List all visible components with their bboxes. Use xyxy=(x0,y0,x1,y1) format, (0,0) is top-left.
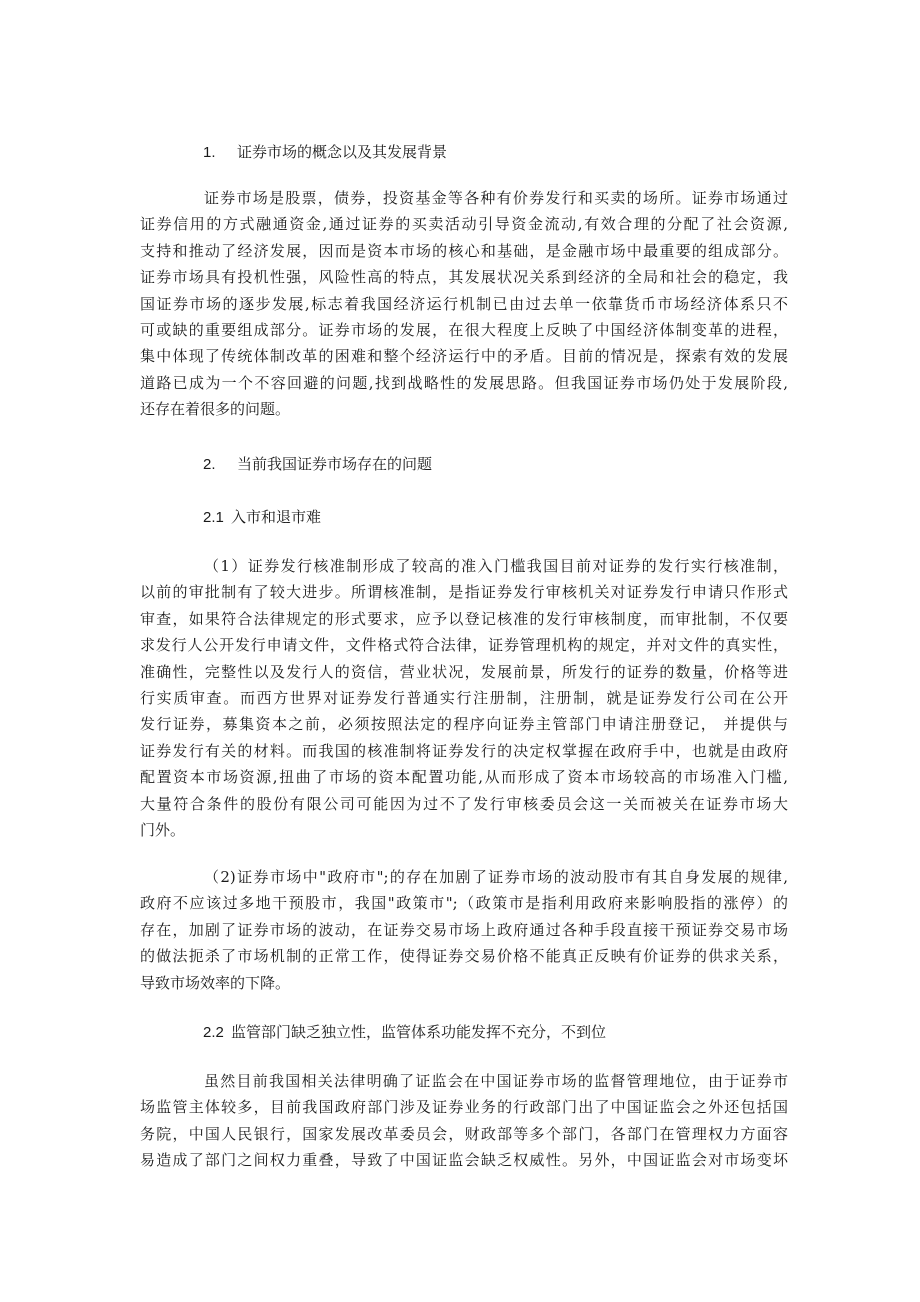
text-line: 发行证券，募集资本之前，必须按照法定的程序向证券主管部门申请注册登记， 并提供与 xyxy=(140,715,788,734)
section-2-2-paragraph xyxy=(140,1068,788,1174)
section-2-2-heading xyxy=(203,1022,606,1043)
text-line: （2)证券市场中"政府市";的存在加剧了证券市场的波动股市有其自身发展的规律, xyxy=(204,868,788,886)
text-line: 证券信用的方式融通资金,通过证券的买卖活动引导资金流动,有效合理的分配了社会资源, xyxy=(140,215,788,234)
text-line: 易造成了部门之间权力重叠，导致了中国证监会缺乏权威性。另外，中国证监会对市场变坏 xyxy=(140,1151,788,1170)
text-line: 支持和推动了经济发展，因而是资本市场的核心和基础，是金融市场中最重要的组成部分。 xyxy=(140,241,788,260)
text-line: 可或缺的重要组成部分。证券市场的发展，在很大程度上反映了中国经济体制变革的进程， xyxy=(140,320,788,339)
text-line: 审查，如果符合法律规定的形式要求，应予以登记核准的发行审核制度，而审批制，不仅要 xyxy=(140,609,788,628)
text-line: 准确性，完整性以及发行人的资信，营业状况，发展前景，所发行的证券的数量，价格等进 xyxy=(140,662,788,681)
text-line: 导致市场效率的下降。 xyxy=(140,973,291,992)
text-line: 证券市场具有投机性强，风险性高的特点，其发展状况关系到经济的全局和社会的稳定，我 xyxy=(140,268,788,287)
section-2-2-number: 2.2 xyxy=(203,1024,224,1041)
text-line: 证券发行有关的材料。而我国的核准制将证券发行的决定权掌握在政府手中，也就是由政府 xyxy=(140,741,788,760)
section-2-number: 2. xyxy=(203,456,216,473)
text-line: 存在，加剧了证券市场的波动，在证券交易市场上政府通过各种手段直接干预证券交易市场 xyxy=(140,920,788,939)
text-line: 的做法扼杀了市场机制的正常工作，使得证券交易价格不能真正反映有价证券的供求关系， xyxy=(140,947,788,966)
text-line: 场监管主体较多，目前我国政府部门涉及证券业务的行政部门出了中国证监会之外还包括国 xyxy=(140,1098,788,1117)
text-line: 集中体现了传统体制改革的困难和整个经济运行中的矛盾。目前的情况是，探索有效的发展 xyxy=(140,347,788,366)
text-line: 道路已成为一个不容回避的问题,找到战略性的发展思路。但我国证券市场仍处于发展阶段, xyxy=(140,373,788,392)
text-line: 门外。 xyxy=(140,820,186,839)
section-2-1-paragraph-1 xyxy=(140,553,788,843)
section-2-2-title: 监管部门缺乏独立性，监管体系功能发挥不充分，不到位 xyxy=(231,1023,607,1041)
text-line: 大量符合条件的股份有限公司可能因为过不了发行审核委员会这一关而被关在证券市场大 xyxy=(140,794,788,813)
text-line: 以前的审批制有了较大进步。所谓核准制，是指证券发行审核机关对证券发行申请只作形式 xyxy=(140,583,788,602)
section-1-title: 证券市场的概念以及其发展背景 xyxy=(237,143,448,161)
text-line: 国证券市场的逐步发展,标志着我国经济运行机制已由过去单一依靠货币市场经济体系只不 xyxy=(140,294,788,313)
section-2-1-paragraph-2 xyxy=(140,864,788,996)
section-1-paragraph xyxy=(140,185,788,423)
section-2-1-title: 入市和退市难 xyxy=(231,508,322,526)
section-1-number: 1. xyxy=(203,144,216,161)
text-line: 政府不应该过多地干预股市，我国"政策市";（政策市是指利用政府来影响股指的涨停）的 xyxy=(140,894,788,913)
text-line: 务院，中国人民银行，国家发展改革委员会，财政部等多个部门，各部门在管理权力方面容 xyxy=(140,1124,788,1143)
section-2-heading xyxy=(203,454,432,475)
text-line: 证券市场是股票，债券，投资基金等各种有价券发行和买卖的场所。证券市场通过 xyxy=(204,189,788,207)
section-2-1-number: 2.1 xyxy=(203,509,224,526)
section-1-heading xyxy=(203,142,447,163)
text-line: （1）证券发行核准制形成了较高的准入门槛我国目前对证券的发行实行核准制， xyxy=(204,557,788,575)
text-line: 配置资本市场资源,扭曲了市场的资本配置功能,从而形成了资本市场较高的市场准入门槛, xyxy=(140,768,788,787)
text-line: 还存在着很多的问题。 xyxy=(140,400,291,419)
text-line: 虽然目前我国相关法律明确了证监会在中国证券市场的监督管理地位，由于证券市 xyxy=(204,1072,788,1090)
section-2-title: 当前我国证券市场存在的问题 xyxy=(237,455,433,473)
section-2-1-heading xyxy=(203,507,321,528)
text-line: 求发行人公开发行申请文件，文件格式符合法律，证券管理机构的规定，并对文件的真实性， xyxy=(140,636,788,655)
text-line: 行实质审查。而西方世界对证券发行普通实行注册制，注册制，就是证券发行公司在公开 xyxy=(140,688,788,707)
